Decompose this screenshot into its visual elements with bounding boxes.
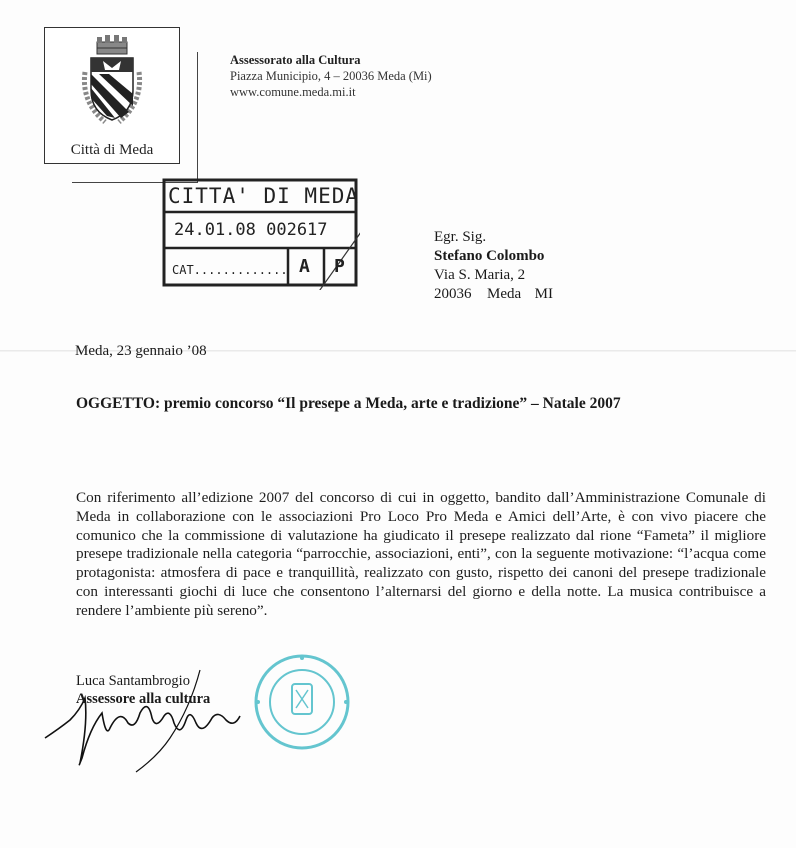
recipient-address xyxy=(434,228,553,304)
stamp-box-a: A xyxy=(299,256,310,277)
letter-subject: OGGETTO: premio concorso “Il presepe a Meda, arte e tradizione” – Natale 2007 xyxy=(76,395,621,412)
logo-box xyxy=(44,27,180,164)
department-name: Assessorato alla Cultura xyxy=(230,53,361,67)
letter-date: Meda, 23 gennaio ’08 xyxy=(75,343,207,359)
recipient-city: Meda xyxy=(487,286,522,302)
department-website: www.comune.meda.mi.it xyxy=(230,85,356,99)
signatory-name: Luca Santambrogio xyxy=(76,673,190,689)
department-address: Piazza Municipio, 4 – 20036 Meda (Mi) xyxy=(230,69,432,83)
recipient-street: Via S. Maria, 2 xyxy=(434,267,526,283)
letter-body: Con riferimento all’edizione 2007 del concorso di cui in oggetto, bandito dall’Amministrazione Comunale di Meda in collaborazione con le associazioni Pro Loco Pro Meda e Amici dell’Arte, è con vivo piacere che comunico che la commissione di valutazione ha giudicato il presepe realizzato dal rione “Fameta” il migliore presepe tradizionale nella categoria “parrocchie, associazioni, enti”, con la seguente motivazione: “l’acqua come protagonista: atmosfera di pace e tranquillità, realizzato con gusto, rispetto dei canoni del presepe tradizionale con interessanti giochi di luce che consentono l’alternarsi del giorno e della notte. La musica contribuisce a rendere l’ambiente più sereno”. xyxy=(76,489,766,619)
recipient-city-line xyxy=(434,285,553,304)
stamp-box-p: P xyxy=(334,256,345,277)
letterhead xyxy=(230,52,432,100)
stamp-title: CITTA' DI MEDA xyxy=(168,184,360,208)
protocol-stamp xyxy=(160,162,360,290)
recipient-postcode: 20036 xyxy=(434,286,472,302)
stamp-category: CAT............. xyxy=(172,263,288,277)
signatory-role: Assessore alla cultura xyxy=(76,691,211,707)
city-crest-icon xyxy=(75,32,149,132)
recipient-salutation: Egr. Sig. xyxy=(434,229,487,245)
recipient-name: Stefano Colombo xyxy=(434,248,545,264)
recipient-province: MI xyxy=(534,286,553,302)
stamp-date-number: 24.01.08 002617 xyxy=(174,220,328,240)
municipal-seal-icon xyxy=(250,650,355,755)
logo-caption: Città di Meda xyxy=(70,142,154,158)
signature-block xyxy=(76,672,210,708)
